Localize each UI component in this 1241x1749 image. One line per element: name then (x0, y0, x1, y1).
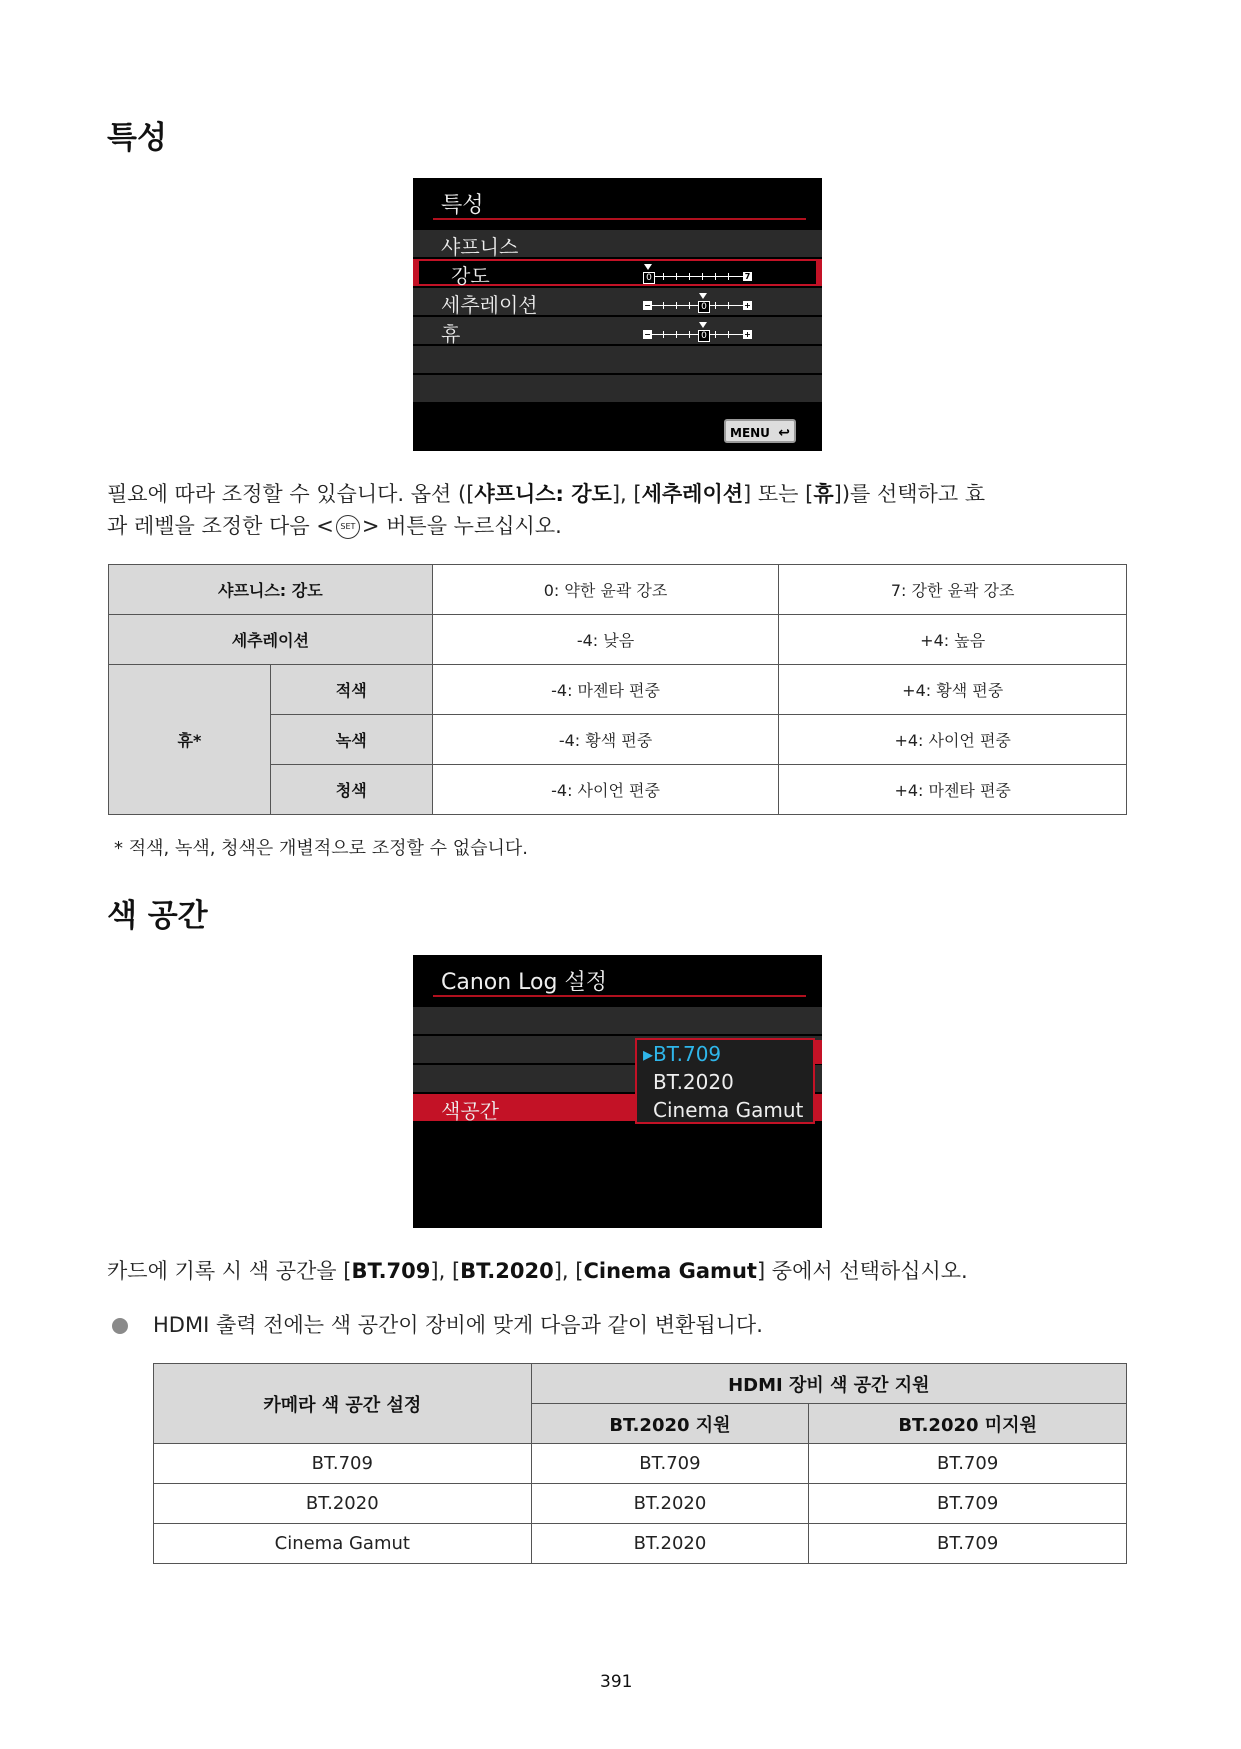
screen-row-label: 샤프니스 (441, 235, 519, 259)
bullet-text: HDMI 출력 전에는 색 공간이 장비에 맞게 다음과 같이 변환됩니다. (153, 1313, 763, 1337)
section-title-color-space: 색 공간 (107, 898, 208, 934)
menu-button[interactable] (724, 419, 796, 443)
table-cell: BT.2020 (154, 1484, 532, 1524)
screen-row-label: 세추레이션 (441, 293, 538, 317)
slider-value: 0 (698, 330, 710, 342)
table-cell: BT.2020 (531, 1484, 809, 1524)
screen-title-divider (433, 995, 806, 997)
table-cell: -4: 사이언 편중 (432, 765, 779, 815)
page-number: 391 (600, 1672, 633, 1692)
screen-row-hue[interactable] (413, 317, 822, 346)
screen-row-empty (413, 1007, 822, 1036)
screen-row-label: 색공간 (441, 1099, 499, 1123)
table-cell: 0: 약한 윤곽 강조 (432, 565, 779, 615)
option-bt2020[interactable]: BT.2020 (653, 1070, 734, 1094)
row-label-blue: 청색 (270, 765, 432, 815)
color-space-table (153, 1363, 1127, 1564)
screen-row-saturation[interactable] (413, 288, 822, 317)
row-label-sharpness: 샤프니스: 강도 (109, 565, 433, 615)
color-space-dropdown[interactable] (635, 1038, 815, 1124)
option-cinema-gamut[interactable]: Cinema Gamut (653, 1098, 804, 1122)
row-label-hue: 휴* (109, 665, 271, 815)
slider-min: − (644, 330, 651, 339)
option-bt709[interactable]: ▸BT.709 (643, 1042, 722, 1066)
screen-title: Canon Log 설정 (441, 970, 607, 995)
bullet-icon (112, 1318, 128, 1334)
strength-slider[interactable] (643, 264, 753, 284)
table-cell: BT.709 (809, 1484, 1127, 1524)
table-row (154, 1524, 1127, 1564)
table-row (154, 1444, 1127, 1484)
table-cell: -4: 낮음 (432, 615, 779, 665)
slider-value: 0 (698, 301, 710, 313)
table-cell: BT.709 (154, 1444, 532, 1484)
table-row (154, 1484, 1127, 1524)
table-cell: BT.709 (531, 1444, 809, 1484)
table-cell: +4: 황색 편중 (779, 665, 1127, 715)
screen-row-empty (413, 346, 822, 375)
slider-min: − (644, 301, 651, 310)
table-cell: +4: 높음 (779, 615, 1127, 665)
menu-label: MENU (730, 426, 770, 440)
slider-max: + (744, 330, 751, 339)
screen-row-strength[interactable] (413, 259, 822, 288)
table-cell: 7: 강한 윤곽 강조 (779, 565, 1127, 615)
screen-title-divider (433, 218, 806, 220)
table-cell: Cinema Gamut (154, 1524, 532, 1564)
column-header-camera: 카메라 색 공간 설정 (154, 1364, 532, 1444)
screen-row-label: 휴 (441, 322, 461, 346)
saturation-slider[interactable] (643, 293, 753, 313)
table-cell: +4: 사이언 편중 (779, 715, 1127, 765)
slider-max: 7 (744, 272, 751, 281)
color-space-description: 카드에 기록 시 색 공간을 [BT.709], [BT.2020], [Cinema Gamut] 중에서 선택하십시오. (107, 1259, 968, 1283)
hue-slider[interactable] (643, 322, 753, 342)
characteristics-table (108, 564, 1127, 815)
screen-title: 특성 (441, 193, 484, 218)
screen-row-empty (413, 375, 822, 404)
table-cell: +4: 마젠타 편중 (779, 765, 1127, 815)
screen-row-label: 강도 (451, 264, 490, 288)
camera-screen-color-space (413, 955, 822, 1228)
set-button-icon: SET (336, 515, 360, 539)
slider-value: 0 (643, 272, 655, 284)
section-title-characteristics: 특성 (107, 120, 167, 156)
row-label-saturation: 세추레이션 (109, 615, 433, 665)
screen-row-sharpness[interactable] (413, 230, 822, 259)
characteristics-description: 필요에 따라 조정할 수 있습니다. 옵션 ([샤프니스: 강도], [세추레이션] 또는 [휴])를 선택하고 효 과 레벨을 조정한 다음 < SET > 버튼을 누르십시오. (107, 482, 986, 538)
table-cell: BT.2020 (531, 1524, 809, 1564)
column-header-supported: BT.2020 지원 (531, 1404, 809, 1444)
footnote: * 적색, 녹색, 청색은 개별적으로 조정할 수 없습니다. (114, 838, 528, 859)
column-group-hdmi: HDMI 장비 색 공간 지원 (531, 1364, 1126, 1404)
table-cell: BT.709 (809, 1524, 1127, 1564)
row-label-green: 녹색 (270, 715, 432, 765)
table-cell: -4: 마젠타 편중 (432, 665, 779, 715)
slider-max: + (744, 301, 751, 310)
row-label-red: 적색 (270, 665, 432, 715)
scroll-indicator (815, 1040, 822, 1064)
table-cell: BT.709 (809, 1444, 1127, 1484)
camera-screen-characteristics (413, 178, 822, 451)
return-arrow-icon: ↩ (778, 425, 790, 441)
column-header-unsupported: BT.2020 미지원 (809, 1404, 1127, 1444)
table-cell: -4: 황색 편중 (432, 715, 779, 765)
